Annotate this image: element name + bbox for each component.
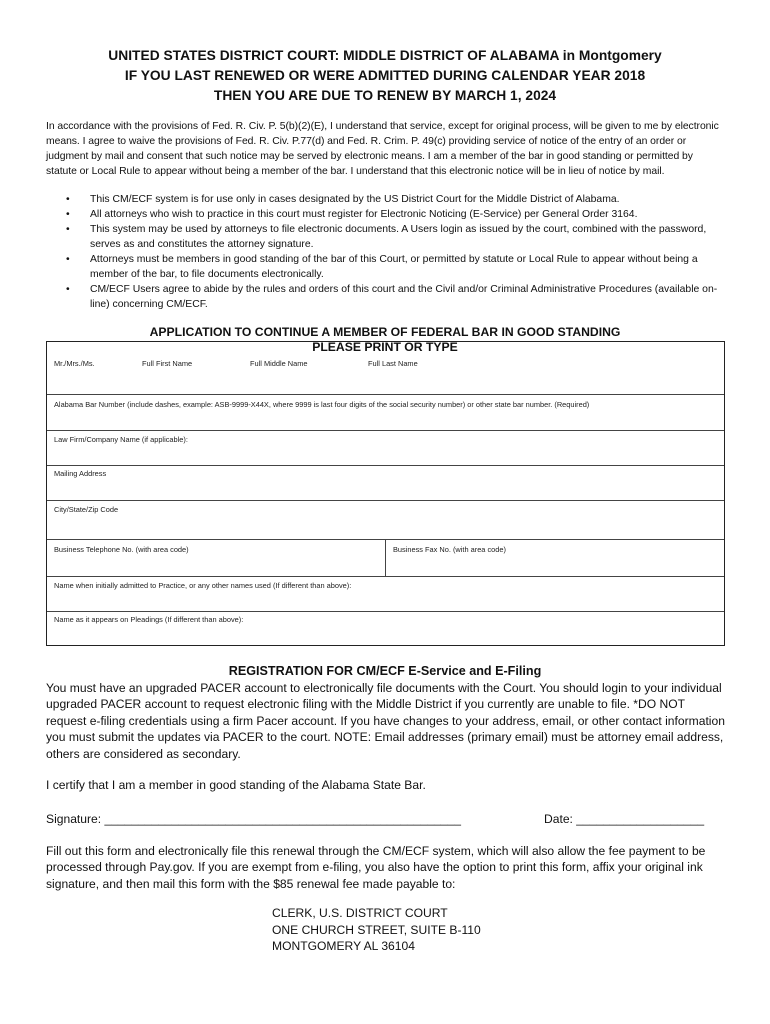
list-item-text: This system may be used by attorneys to file electronic documents. A Users login as issued by the court, combined with the password, serves as and constitutes the attorney signature. (90, 224, 707, 250)
list-item (46, 192, 726, 207)
address-line-3: MONTGOMERY AL 36104 (272, 939, 415, 953)
document-title (0, 46, 770, 106)
bar-number-field[interactable] (47, 394, 724, 430)
mailing-address-block (272, 905, 481, 955)
phone-fax-row (47, 539, 724, 576)
pleadings-name-label: Name as it appears on Pleadings (If different than above): (54, 615, 244, 624)
list-item (46, 282, 726, 312)
law-firm-field[interactable] (47, 430, 724, 465)
bullet-icon: • (66, 194, 70, 205)
application-form (46, 341, 725, 646)
mailing-address-label: Mailing Address (54, 469, 107, 478)
pleadings-name-field[interactable] (47, 611, 724, 646)
title-line-2: IF YOU LAST RENEWED OR WERE ADMITTED DURING CALENDAR YEAR 2018 (124, 68, 646, 83)
bar-number-label: Alabama Bar Number (include dashes, example: ASB-9999-X44X, where 9999 is last four digits of the social security number) or other state bar number. (Required) (54, 400, 590, 409)
rules-list (46, 192, 726, 312)
admitted-name-field[interactable] (47, 576, 724, 611)
prefix-label: Mr./Mrs./Ms. (54, 359, 95, 368)
title-line-3: THEN YOU ARE DUE TO RENEW BY MARCH 1, 2024 (213, 88, 557, 103)
list-item-text: This CM/ECF system is for use only in cases designated by the US District Court for the Middle District of Alabama. (90, 194, 620, 205)
application-heading-line-1: APPLICATION TO CONTINUE A MEMBER OF FEDERAL BAR IN GOOD STANDING (149, 325, 621, 339)
city-state-zip-label: City/State/Zip Code (54, 505, 119, 514)
bullet-icon: • (66, 209, 70, 220)
bullet-icon: • (66, 284, 70, 295)
list-item-text: All attorneys who wish to practice in this court must register for Electronic Noticing (E-Service) per General Order 3164. (90, 209, 638, 220)
list-item (46, 207, 726, 222)
law-firm-label: Law Firm/Company Name (if applicable): (54, 435, 188, 444)
instructions-paragraph: Fill out this form and electronically file this renewal through the CM/ECF system, which will also allow the fee payment to be processed through Pay.gov. If you are exempt from e-filing, you also have the option to print this form, affix your original ink signature, and then mail this form with the $85 renewal fee made payable to: (46, 844, 706, 891)
last-name-label: Full Last Name (368, 359, 418, 368)
list-item-text: CM/ECF Users agree to abide by the rules and orders of this court and the Civil and/or Criminal Administrative Procedures (available on-line) concerning CM/ECF. (90, 284, 718, 310)
first-name-label: Full First Name (142, 359, 193, 368)
bullet-icon: • (66, 254, 70, 265)
bullet-icon: • (66, 224, 70, 235)
list-item (46, 252, 726, 282)
signature-field[interactable]: Signature: _____________________________________________________ (46, 812, 461, 826)
date-field[interactable]: Date: ___________________ (544, 812, 705, 826)
address-line-1: CLERK, U.S. DISTRICT COURT (272, 906, 448, 920)
title-line-1: UNITED STATES DISTRICT COURT: MIDDLE DISTRICT OF ALABAMA in Montgomery (108, 48, 662, 63)
business-fax-label: Business Fax No. (with area code) (393, 545, 506, 554)
address-line-2: ONE CHURCH STREET, SUITE B-110 (272, 922, 481, 937)
registration-heading: REGISTRATION FOR CM/ECF E-Service and E-Filing (228, 664, 542, 678)
certification-statement: I certify that I am a member in good standing of the Alabama State Bar. (46, 778, 426, 792)
admitted-name-label: Name when initially admitted to Practice, or any other names used (If different than above): (54, 581, 352, 590)
list-item-text: Attorneys must be members in good standing of the bar of this Court, or permitted by statute or Local Rule to appear without being a member of the bar, to file documents electronically. (90, 254, 698, 280)
phone-fax-divider (385, 540, 386, 576)
intro-paragraph: In accordance with the provisions of Fed. R. Civ. P. 5(b)(2)(E), I understand that service, except for original process, will be given to me by electronic means. I agree to waive the provisions of Fed. R. Civ. P.77(d) and Fed. R. Crim. P. 49(c) providing service of notice of the entry of an order or judgment by mail and consent that such notice may be served by electronic means. I am a member of the bar in good standing or permitted by statute or Local Rule to appear without being a member of the bar. I understand that this electronic notice will be in lieu of notice by mail. (46, 121, 719, 177)
city-state-zip-field[interactable] (47, 500, 724, 539)
mailing-address-field[interactable] (47, 465, 724, 500)
registration-paragraph: You must have an upgraded PACER account to electronically file documents with the Court. You should login to your individual upgraded PACER account to request electronic filing with the Middle District if you currently are unable to file. *DO NOT request e-filing credentials using a firm Pacer account. If you have changes to your address, email, or other contact information you must submit the updates via PACER to the court. NOTE: Email addresses (primary email) must be attorney email address, others are considered as secondary. (46, 681, 725, 761)
list-item (46, 222, 726, 252)
application-heading-line-2: PLEASE PRINT OR TYPE (312, 340, 458, 354)
business-phone-label: Business Telephone No. (with area code) (54, 545, 189, 554)
name-row[interactable] (47, 342, 724, 394)
middle-name-label: Full Middle Name (250, 359, 308, 368)
